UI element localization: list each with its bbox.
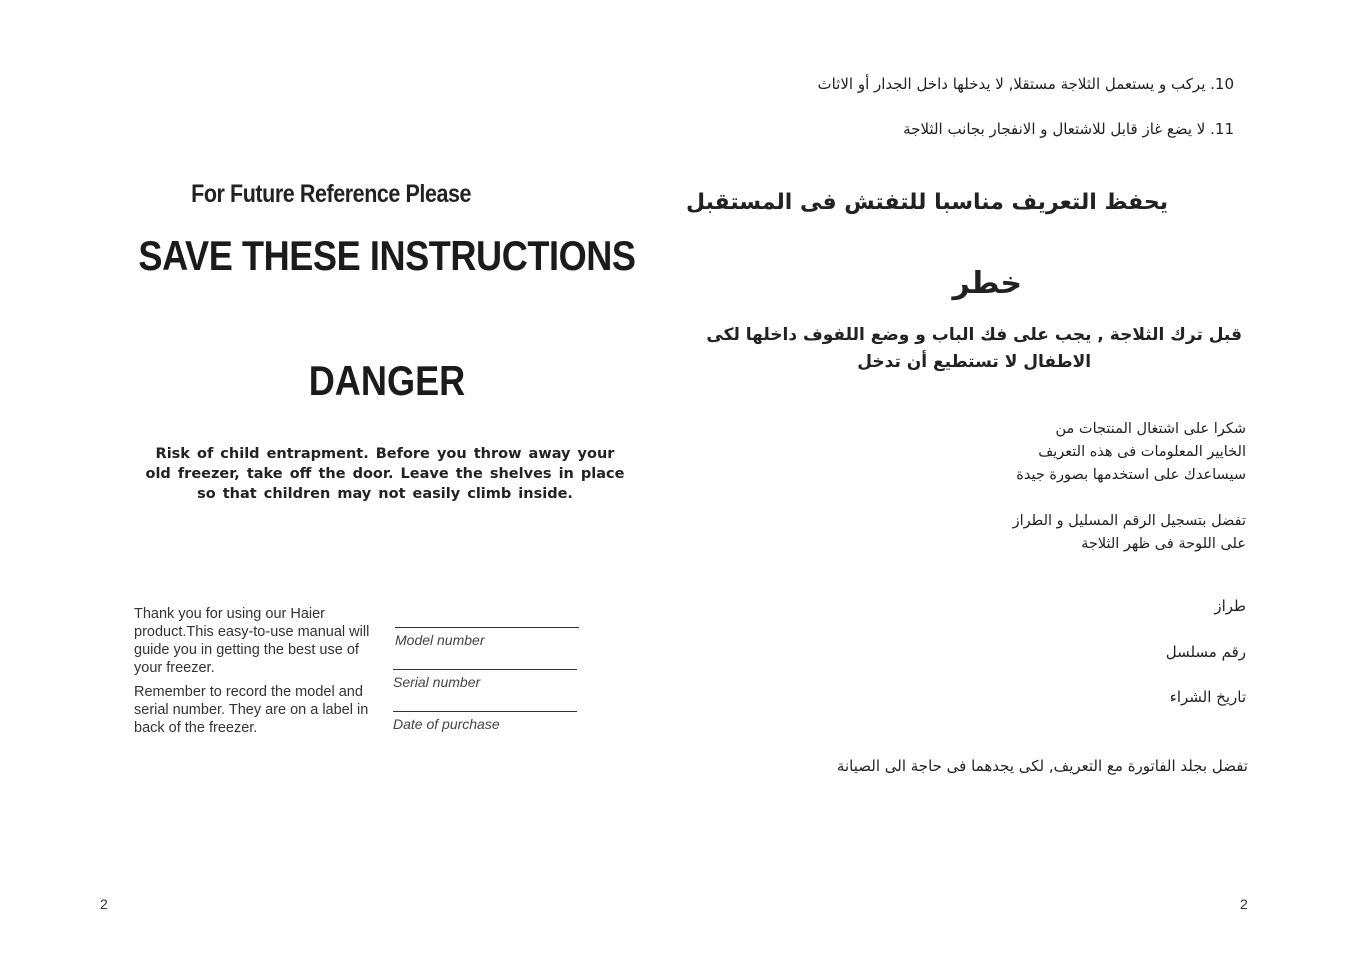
serial-number-label: Serial number bbox=[393, 674, 481, 690]
arabic-thanks-block bbox=[1016, 418, 1246, 487]
record-paragraph: Remember to record the model and serial number. They are on a label in back of the freezer. bbox=[134, 684, 369, 736]
model-number-field bbox=[395, 627, 579, 648]
arabic-model-label: طراز bbox=[1214, 597, 1246, 615]
arabic-record-line-2: على اللوحة فى ظهر الثلاجة bbox=[1081, 536, 1246, 552]
arabic-invoice-note: تفضل بجلد الفاتورة مع التعريف, لكى يجدهما فى حاجة الى الصيانة bbox=[836, 757, 1248, 775]
arabic-record-block bbox=[1013, 510, 1246, 556]
arabic-before-line-1: قبل ترك الثلاجة , يجب على فك الباب و وضع اللفوف داخلها لكى bbox=[706, 325, 1242, 345]
risk-warning-text: Risk of child entrapment. Before you throw away your old freezer, take off the door. Leave the shelves in place so that children may not easily climb inside. bbox=[145, 446, 625, 502]
model-number-label: Model number bbox=[395, 632, 485, 648]
right-page-number: 2 bbox=[1240, 896, 1248, 912]
arabic-item-11: 11. لا يضع غاز قابل للاشتعال و الانفجار بجانب الثلاجة bbox=[903, 120, 1234, 138]
arabic-purchase-date-label: تاريخ الشراء bbox=[1169, 688, 1246, 706]
future-reference-heading: For Future Reference Please bbox=[191, 180, 472, 208]
arabic-before-block bbox=[706, 322, 1242, 376]
left-page-number: 2 bbox=[100, 896, 108, 912]
arabic-item-10: 10. يركب و يستعمل الثلاجة مستقلا, لا يدخلها داخل الجدار أو الاثاث bbox=[817, 75, 1234, 93]
arabic-thanks-line-3: سيساعدك على استخدمها بصورة جيدة bbox=[1016, 467, 1246, 483]
purchase-date-field bbox=[393, 711, 577, 732]
intro-text-block bbox=[134, 605, 384, 743]
arabic-keep-for-future: يحفظ التعريف مناسبا للتفتش فى المستقبل bbox=[685, 190, 1168, 215]
arabic-before-line-2: الاطفال لا تستطيع أن تدخل bbox=[857, 352, 1092, 372]
serial-number-field bbox=[393, 669, 577, 690]
purchase-date-label: Date of purchase bbox=[393, 716, 500, 732]
danger-heading: DANGER bbox=[308, 357, 466, 404]
arabic-thanks-line-2: الخايير المعلومات فى هذه التعريف bbox=[1038, 444, 1246, 460]
arabic-serial-label: رقم مسلسل bbox=[1165, 643, 1246, 661]
save-instructions-heading: SAVE THESE INSTRUCTIONS bbox=[138, 232, 636, 279]
arabic-danger-heading: خطر bbox=[952, 266, 1022, 301]
arabic-record-line-1: تفضل بتسجيل الرقم المسليل و الطراز bbox=[1012, 513, 1246, 529]
thanks-paragraph: Thank you for using our Haier product.This easy-to-use manual will guide you in getting the best use of your freezer. bbox=[134, 606, 370, 676]
arabic-thanks-line-1: شكرا على اشتغال المنتجات من bbox=[1055, 421, 1246, 437]
